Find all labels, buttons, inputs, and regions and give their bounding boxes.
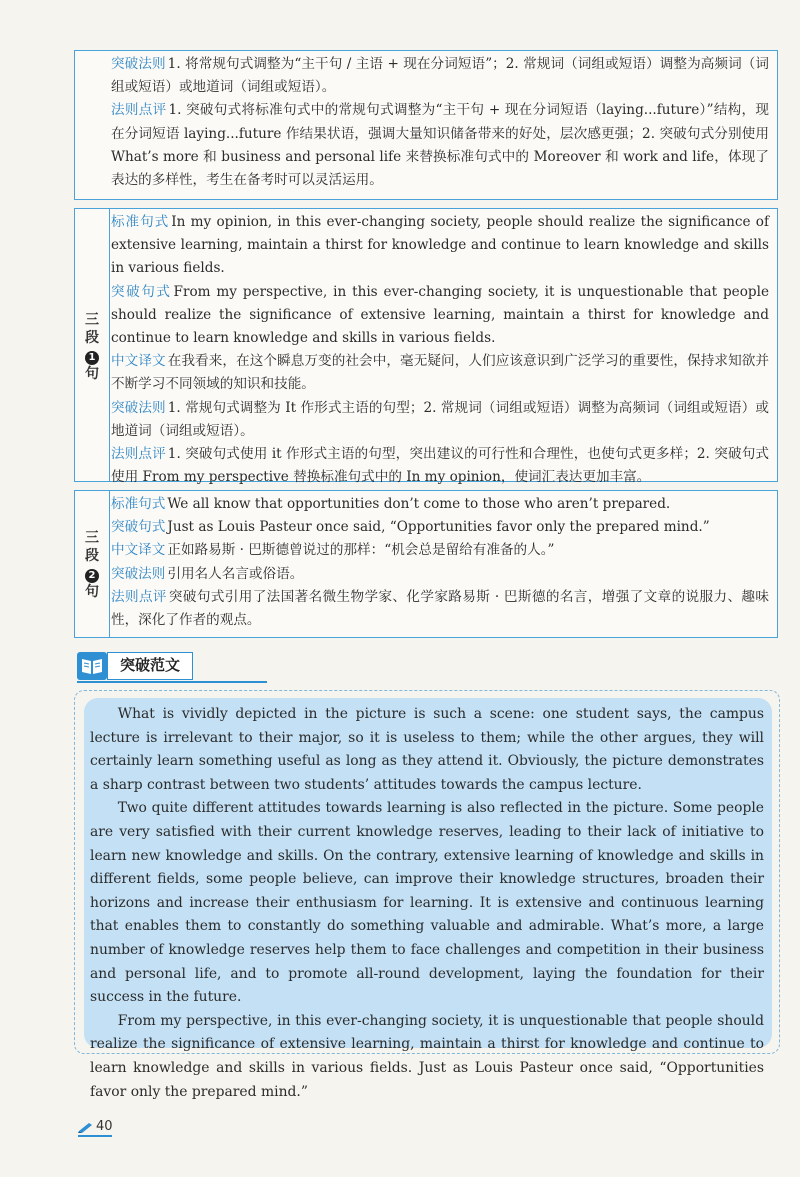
- rule-box-1: [74, 50, 778, 200]
- side-number-badge: 2: [85, 569, 99, 583]
- chinese-translation: [111, 539, 769, 562]
- comment-text: 1. 突破句式将标准句式中的常规句式调整为“主干句 + 现在分词短语（laying...future）”结构，现在分词短语 laying...future 作结果状语，强调大量知识储备带来的好处，层次感更强；2. 突破句式分别使用 What’s more 和 business and personal life 来替换标准句式中的 Moreover 和 work and life，体现了表达的多样性，考生在备考时可以灵活运用。: [111, 102, 769, 189]
- standard-text: We all know that opportunities don’t come to those who aren’t prepared.: [167, 496, 671, 512]
- breakthrough-sentence: [111, 281, 769, 351]
- essay-paragraph-2: Two quite different attitudes towards learning is also reflected in the picture. Some people are very satisfied with their current knowledge reserves, leading to their lack of initiative to learn new knowledge and skills. On the contrary, extensive learning of knowledge and skills in different fields, some people believe, can improve their knowledge structures, broaden their horizons and increase their enthusiasm for learning. It is extensive and continuous learning that enables them to constantly do something valuable and admirable. What’s more, a large number of knowledge reserves help them to face challenges and competition in their business and personal life, and to promote all-round development, laying the foundation for their success in the future.: [90, 800, 764, 1006]
- chinese-translation: [111, 350, 769, 396]
- side-label-suffix: 句: [85, 366, 99, 382]
- comment-paragraph: [111, 99, 769, 192]
- side-column: [75, 491, 110, 637]
- tag-label: 法则点评: [111, 102, 167, 119]
- standard-sentence: [111, 211, 769, 281]
- rule-box-1-content: [111, 53, 769, 192]
- page-number-text: 40: [96, 1119, 113, 1134]
- tag-label: 中文译文: [111, 542, 166, 559]
- essay-paragraph-3: From my perspective, in this ever-changing society, it is unquestionable that people should realize the significance of extensive learning, maintain a thirst for knowledge and continue to learn knowledge and skills in various fields. Just as Louis Pasteur once said, “Opportunities favor only the prepared mind.”: [90, 1012, 764, 1100]
- essay-paragraph-1: What is vividly depicted in the picture is such a scene: one student says, the campus lecture is irrelevant to their major, so it is useless to them; while the other argues, they will certainly learn something useful as long as they attend it. Obviously, the picture demonstrates a sharp contrast between two students’ attitudes towards the campus lecture.: [90, 706, 764, 793]
- side-label-text: 三段: [85, 530, 99, 564]
- tag-label: 突破句式: [111, 283, 172, 300]
- tag-label: 标准句式: [111, 214, 170, 230]
- breakthrough-text: Just as Louis Pasteur once said, “Opportunities favor only the prepared mind.”: [167, 519, 710, 536]
- section-heading: [77, 652, 199, 680]
- comment-paragraph: [111, 586, 769, 632]
- translation-text: 正如路易斯 · 巴斯德曾说过的那样：“机会总是留给有准备的人。”: [167, 542, 555, 559]
- comment-text: 1. 突破句式使用 it 作形式主语的句型，突出建议的可行性和合理性，也使句式更多样；2. 突破句式使用 From my perspective 替换标准句式中的 In my opinion，使词汇表达更加丰富。: [111, 446, 770, 486]
- translation-text: 在我看来，在这个瞬息万变的社会中，毫无疑问，人们应该意识到广泛学习的重要性，保持求知欲并不断学习不同领域的知识和技能。: [111, 353, 770, 393]
- rule-paragraph: [111, 563, 769, 586]
- standard-sentence: [111, 493, 769, 516]
- tag-label: 中文译文: [111, 353, 166, 370]
- rule-text: 1. 将常规句式调整为“主干句 / 主语 + 现在分词短语”；2. 常规词（词组或短语）调整为高频词（词组或短语）或地道词（词组或短语）。: [111, 56, 770, 96]
- sentence-box-content: [111, 211, 769, 489]
- breakthrough-text: From my perspective, in this ever-changing society, it is unquestionable that people should realize the significance of extensive learning, maintain a thirst for knowledge and continue to learn knowledge and skills in various fields.: [111, 283, 770, 347]
- rule-paragraph: [111, 53, 769, 99]
- side-column: [75, 209, 110, 481]
- section-title: 突破范文: [107, 652, 193, 680]
- tag-label: 法则点评: [111, 446, 166, 463]
- tag-label: 突破法则: [111, 56, 166, 72]
- side-label: [81, 311, 103, 383]
- tag-label: 标准句式: [111, 496, 166, 512]
- standard-text: In my opinion, in this ever-changing society, people should realize the significance of extensive learning, maintain a thirst for knowledge and continue to learn knowledge and skills in various fields.: [111, 214, 769, 277]
- sentence-box-content: [111, 493, 769, 632]
- tag-label: 法则点评: [111, 588, 167, 605]
- tag-label: 突破法则: [111, 399, 166, 416]
- page-number: [78, 1118, 118, 1138]
- breakthrough-sentence: [111, 516, 769, 539]
- side-label: [81, 529, 103, 601]
- rule-text: 1. 常规句式调整为 It 作形式主语的句型；2. 常规词（词组或短语）调整为高频词（词组或短语）或地道词（词组或短语）。: [111, 399, 770, 439]
- tag-label: 突破法则: [111, 565, 166, 582]
- page-number-underline: [78, 1135, 112, 1137]
- pencil-icon: [78, 1121, 94, 1133]
- side-number-badge: 1: [85, 351, 99, 365]
- tag-label: 突破句式: [111, 519, 166, 536]
- section-underline: [77, 681, 267, 683]
- comment-text: 突破句式引用了法国著名微生物学家、化学家路易斯 · 巴斯德的名言，增强了文章的说服力、趣味性，深化了作者的观点。: [111, 588, 769, 629]
- side-label-suffix: 句: [85, 584, 99, 600]
- side-label-text: 三段: [85, 312, 99, 346]
- book-icon: [77, 652, 107, 680]
- rule-paragraph: [111, 397, 769, 443]
- model-essay: [84, 698, 772, 1100]
- sentence-box-para3-2: [74, 490, 778, 638]
- rule-text: 引用名人名言或俗语。: [167, 565, 304, 582]
- essay-text: [90, 703, 764, 1104]
- comment-paragraph: [111, 443, 769, 489]
- sentence-box-para3-1: [74, 208, 778, 486]
